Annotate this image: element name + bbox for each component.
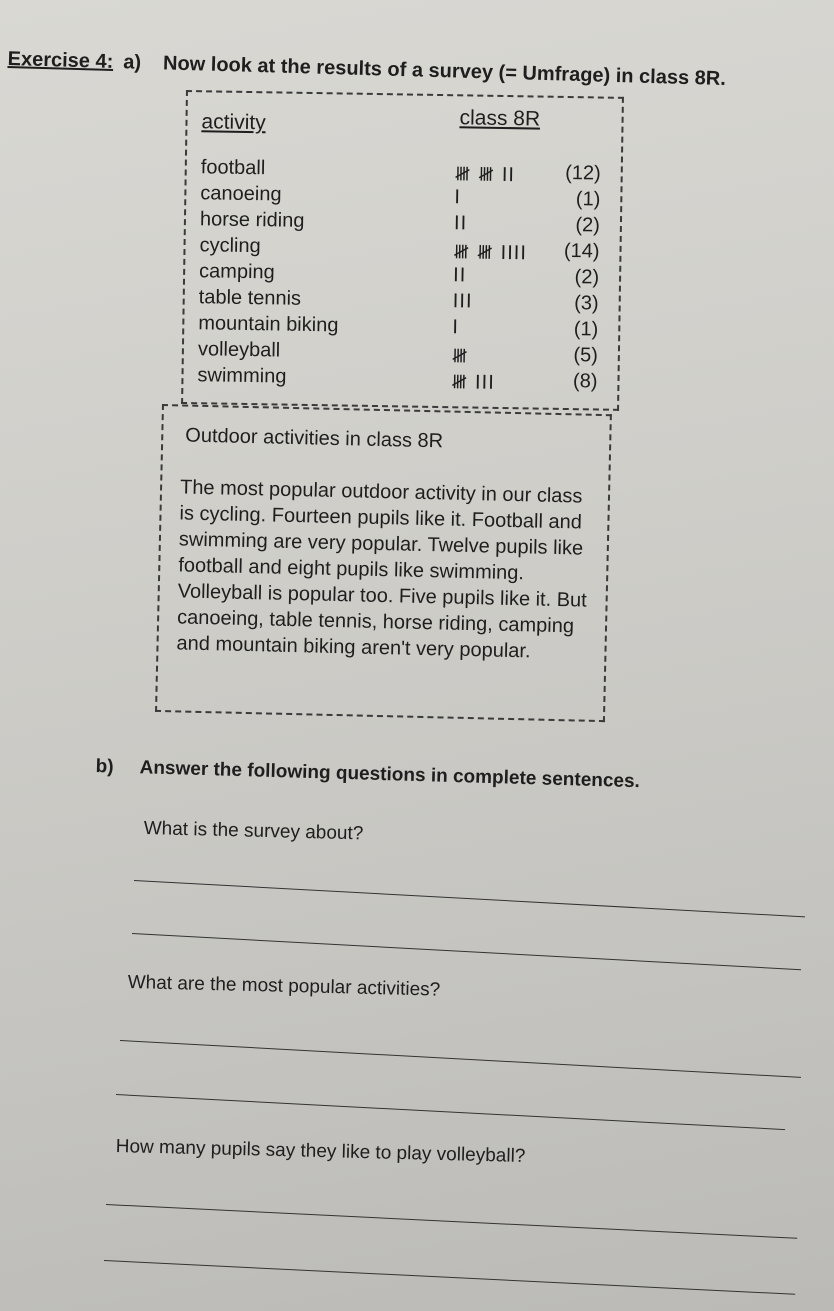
- answer-line-2b[interactable]: [116, 1094, 785, 1130]
- tally-count: (1): [573, 318, 599, 341]
- summary-text-box: [155, 404, 612, 722]
- activity-name: horse riding: [199, 208, 305, 232]
- exercise-part-label: a): [122, 51, 142, 74]
- activity-name: swimming: [197, 364, 287, 388]
- part-b-label: b): [95, 756, 114, 778]
- tally-marks: 𝍸: [451, 345, 469, 368]
- tally-count: (12): [564, 161, 601, 185]
- part-b-heading: [95, 756, 640, 793]
- tally-marks: 𝍸 III: [451, 371, 495, 394]
- survey-row: [183, 364, 617, 397]
- part-b-instruction: Answer the following questions in complete sentences.: [139, 757, 641, 793]
- activity-name: volleyball: [197, 338, 281, 362]
- activity-name: canoeing: [200, 182, 282, 206]
- tally-marks: 𝍸 𝍸 IIII: [453, 241, 528, 265]
- question-3: How many pupils say they like to play volleyball?: [115, 1136, 526, 1168]
- activity-name: camping: [198, 260, 275, 284]
- activity-name: table tennis: [198, 286, 302, 310]
- tally-marks: III: [452, 290, 473, 313]
- answer-line-3a[interactable]: [106, 1204, 797, 1239]
- tally-count: (14): [563, 239, 600, 263]
- answer-line-3b[interactable]: [104, 1260, 795, 1295]
- tally-count: (1): [575, 188, 601, 211]
- activity-name: cycling: [199, 234, 261, 258]
- exercise-number: Exercise 4:: [7, 48, 114, 73]
- tally-count: (8): [572, 370, 598, 393]
- tally-marks: II: [452, 264, 467, 287]
- tally-marks: II: [453, 212, 468, 235]
- exercise-instruction: Now look at the results of a survey (= Umfrage) in class 8R.: [162, 52, 727, 91]
- summary-body: [176, 474, 590, 665]
- tally-count: (2): [574, 266, 600, 289]
- survey-table: [181, 90, 624, 411]
- answer-line-1b[interactable]: [132, 933, 801, 970]
- tally-count: (3): [574, 292, 599, 315]
- summary-paragraph: The most popular outdoor activity in our class is cycling. Fourteen pupils like it. Football and swimming are very popular. Twelve pupils like football and eight pupils like swimming. Volleyball is popular too. Five pupils like it. But canoeing, table tennis, horse riding, camping and mountain biking aren't very popular.: [176, 476, 588, 663]
- activity-name: mountain biking: [198, 312, 339, 337]
- question-1: What is the survey about?: [143, 818, 364, 845]
- answer-line-2a[interactable]: [120, 1040, 801, 1078]
- column-header-class: class 8R: [459, 106, 541, 131]
- tally-count: (5): [573, 344, 599, 367]
- tally-marks: I: [454, 186, 462, 209]
- summary-title: Outdoor activities in class 8R: [185, 424, 444, 453]
- tally-marks: 𝍸 𝍸 II: [454, 163, 516, 187]
- exercise-heading: [7, 48, 726, 91]
- activity-name: football: [200, 156, 266, 180]
- column-header-activity: activity: [201, 110, 266, 135]
- answer-line-1a[interactable]: [134, 880, 805, 917]
- question-2: What are the most popular activities?: [127, 972, 441, 1001]
- tally-count: (2): [575, 214, 601, 237]
- tally-marks: I: [452, 316, 460, 339]
